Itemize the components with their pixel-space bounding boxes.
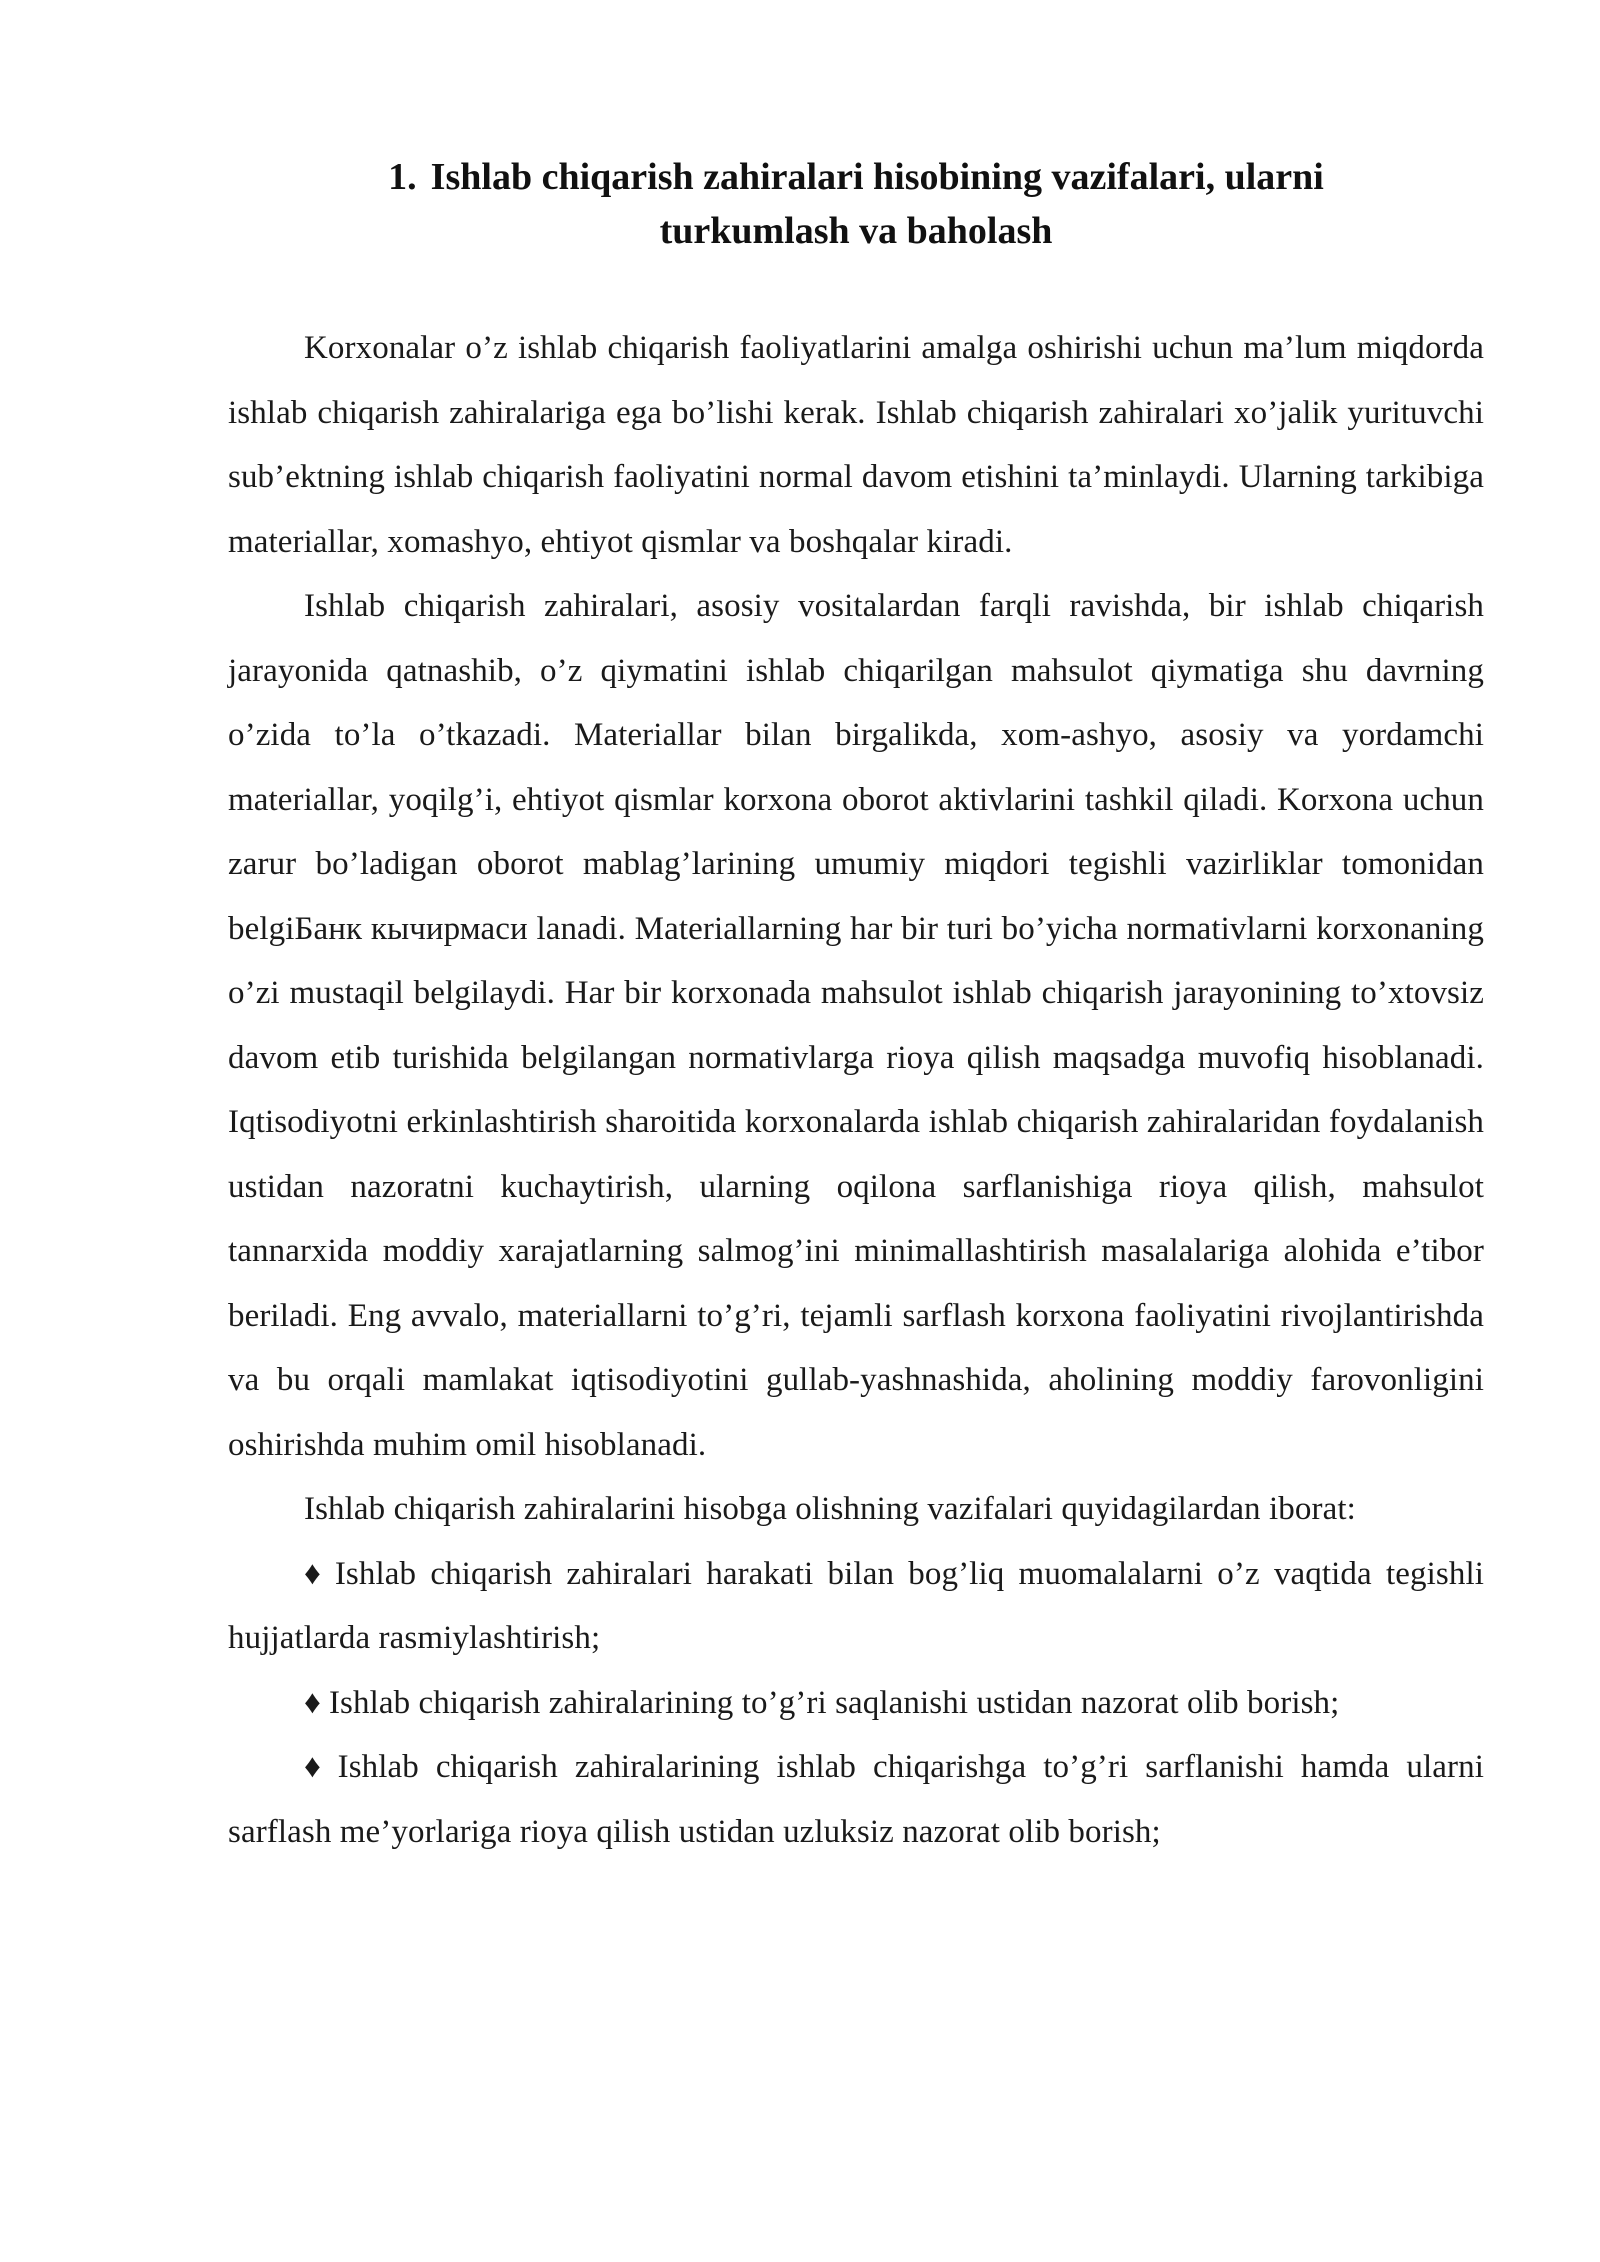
heading-line-1 xyxy=(228,150,1484,204)
diamond-bullet-icon: ♦ xyxy=(304,1749,330,1785)
paragraph-body: Ishlab chiqarish zahiralari, asosiy vositalardan farqli ravishda, bir ishlab chiqarish jarayonida qatnashib, o’z qiymatini ishlab chiqarilgan mahsulot qiymatiga shu davrning o’zida to’la o’tkazadi. Materiallar bilan birgalikda, xom-ashyo, asosiy va yordamchi materiallar, yoqilg’i, ehtiyot qismlar korxona oborot aktivlarini tashkil qiladi. Korxona uchun zarur bo’ladigan oborot mablag’larining umumiy miqdori tegishli vazirliklar tomonidan belgiБанк кычирмаси lanadi. Materiallarning har bir turi bo’yicha normativlarni korxonaning o’zi mustaqil belgilaydi. Har bir korxonada mahsulot ishlab chiqarish jarayonining to’xtovsiz davom etib turishida belgilangan normativlarga rioya qilish maqsadga muvofiq hisoblanadi. Iqtisodiyotni erkinlashtirish sharoitida korxonalarda ishlab chiqarish zahiralaridan foydalanish ustidan nazoratni kuchaytirish, ularning oqilona sarflanishiga rioya qilish, mahsulot tannarxida moddiy xarajatlarning salmog’ini minimallashtirish masalalariga alohida e’tibor beriladi. Eng avvalo, materiallarni to’g’ri, tejamli sarflash korxona faoliyatini rivojlantirishda va bu orqali mamlakat iqtisodiyotini gullab-yashnashida, aholining moddiy farovonligini oshirishda muhim omil hisoblanadi. xyxy=(228,588,1484,1463)
bullet-text: Ishlab chiqarish zahiralarining ishlab chiqarishga to’g’ri sarflanishi hamda ularni sarflash me’yorlariga rioya qilish ustidan uzluksiz nazorat olib borish; xyxy=(228,1749,1484,1850)
heading-text-line-1: Ishlab chiqarish zahiralari hisobining vazifalari, ularni xyxy=(430,156,1324,198)
bullet-item xyxy=(228,1735,1484,1864)
diamond-bullet-icon: ♦ xyxy=(304,1555,327,1592)
heading-number: 1. xyxy=(388,156,417,198)
document-page xyxy=(228,150,1484,1864)
bullet-text: Ishlab chiqarish zahiralari harakati bilan bog’liq muomalalarni o’z vaqtida tegishli hujjatlarda rasmiylashtirish; xyxy=(228,1555,1484,1656)
heading-text-line-2: turkumlash va baholash xyxy=(659,210,1053,252)
bullet-item xyxy=(228,1671,1484,1736)
bullet-text: Ishlab chiqarish zahiralarining to’g’ri saqlanishi ustidan nazorat olib borish; xyxy=(328,1684,1340,1721)
diamond-bullet-icon: ♦ xyxy=(304,1684,321,1721)
bullet-item xyxy=(228,1542,1484,1671)
section-heading xyxy=(228,150,1484,258)
paragraph-intro: Korxonalar o’z ishlab chiqarish faoliyatlarini amalga oshirishi uchun ma’lum miqdorda ishlab chiqarish zahiralariga ega bo’lishi kerak. Ishlab chiqarish zahiralari xo’jalik yurituvchi sub’ektning ishlab chiqarish faoliyatini normal davom etishini ta’minlaydi. Ularning tarkibiga materiallar, xomashyo, ehtiyot qismlar va boshqalar kiradi. xyxy=(228,330,1484,560)
paragraph-tasks-intro: Ishlab chiqarish zahiralarini hisobga olishning vazifalari quyidagilardan iborat: xyxy=(304,1491,1356,1527)
